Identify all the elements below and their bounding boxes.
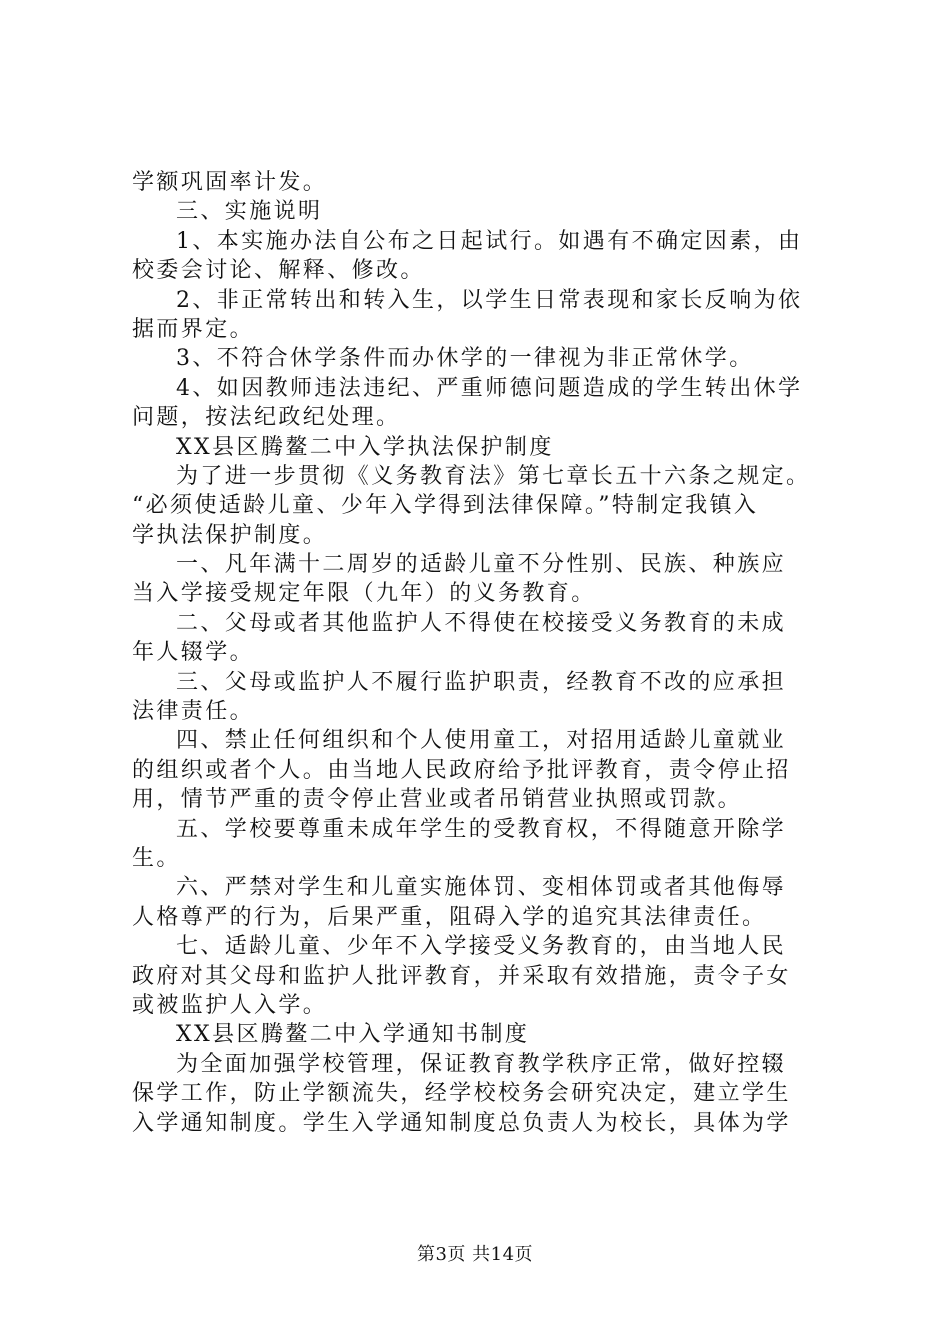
- text-line: 1、本实施办法自公布之日起试行。如遇有不确定因素，由: [176, 228, 803, 254]
- text-line: 据而界定。: [132, 316, 255, 342]
- text-line: 的组织或者个人。由当地人民政府给予批评教育，责令停止招: [132, 757, 791, 783]
- text-line: 人格尊严的行为，后果严重，阻碍入学的追究其法律责任。: [132, 904, 767, 930]
- text-line: 4、如因教师违法违纪、严重师德问题造成的学生转出休学: [176, 375, 803, 401]
- text-line: 保学工作，防止学额流失，经学校校务会研究决定，建立学生: [132, 1081, 791, 1107]
- text-line: 当入学接受规定年限（九年）的义务教育。: [132, 581, 596, 607]
- section-heading: 三、实施说明: [176, 199, 323, 225]
- text-line: 五、学校要尊重未成年学生的受教育权，不得随意开除学: [176, 816, 787, 842]
- text-line: 二、父母或者其他监护人不得使在校接受义务教育的未成: [176, 610, 787, 636]
- text-line: 校委会讨论、解释、修改。: [132, 258, 425, 284]
- text-line: 3、不符合休学条件而办休学的一律视为非正常休学。: [176, 346, 754, 372]
- text-line: “必须使适龄儿童、少年入学得到法律保障。”特制定我镇入: [132, 493, 759, 519]
- text-line: 政府对其父母和监护人批评教育，并采取有效措施，责令子女: [132, 963, 791, 989]
- section-title: XX县区腾鳌二中入学执法保护制度: [176, 434, 554, 460]
- text-line: 入学通知制度。学生入学通知制度总负责人为校长，具体为学: [132, 1110, 791, 1136]
- section-title: XX县区腾鳌二中入学通知书制度: [176, 1022, 530, 1048]
- page-footer: 第3页 共14页: [416, 1244, 534, 1265]
- text-line: 三、父母或监护人不履行监护职责，经教育不改的应承担: [176, 669, 787, 695]
- text-line: 学执法保护制度。: [132, 522, 328, 548]
- text-line: 一、凡年满十二周岁的适龄儿童不分性别、民族、种族应: [176, 552, 787, 578]
- text-line: 六、严禁对学生和儿童实施体罚、变相体罚或者其他侮辱: [176, 875, 787, 901]
- text-line: 法律责任。: [132, 699, 255, 725]
- text-line: 七、适龄儿童、少年不入学接受义务教育的，由当地人民: [176, 934, 787, 960]
- text-line: 问题，按法纪政纪处理。: [132, 405, 401, 431]
- text-line: 或被监护人入学。: [132, 992, 328, 1018]
- text-line: 为了进一步贯彻《义务教育法》第七章长五十六条之规定。: [176, 463, 811, 489]
- text-line: 2、非正常转出和转入生，以学生日常表现和家长反响为依: [176, 287, 803, 313]
- document-body: [132, 168, 832, 1138]
- text-line: 为全面加强学校管理，保证教育教学秩序正常，做好控辍: [176, 1051, 787, 1077]
- text-line: 年人辍学。: [132, 640, 255, 666]
- text-line: 四、禁止任何组织和个人使用童工，对招用适龄儿童就业: [176, 728, 787, 754]
- text-line: 生。: [132, 845, 181, 871]
- text-line: 学额巩固率计发。: [132, 170, 328, 195]
- text-line: 用，情节严重的责令停止营业或者吊销营业执照或罚款。: [132, 787, 743, 813]
